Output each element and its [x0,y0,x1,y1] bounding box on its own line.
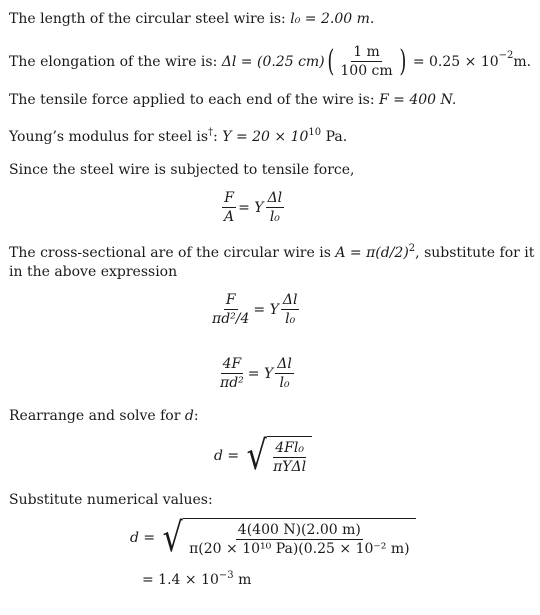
equation-stress-strain [220,190,286,225]
tensile-statement: Since the steel wire is subjected to tensile force, [9,162,355,178]
eq4-fraction [271,440,308,475]
eq4-sqrt [244,433,313,479]
equation-substituted [208,292,301,327]
conversion-numerator: 1 m [353,44,380,60]
eq1-equals: = Y [238,199,264,216]
eq1-lhs-fraction [222,190,236,225]
cross-section-text: The cross-sectional are of the circular wire is [9,245,336,261]
given-force-value: F = 400 N. [379,92,457,108]
eq1-rhs-denominator: l₀ [269,209,280,225]
cross-section-statement [9,244,534,264]
given-length-value: l₀ = 2.00 m. [290,11,375,27]
eq5-denominator: π(20 × 10¹⁰ Pa)(0.25 × 10⁻² m) [189,541,410,557]
sqrt-sign: √ [162,515,183,561]
eq2-rhs-numerator: Δl [282,292,298,308]
left-paren: ( [327,43,335,79]
elongation-unit: m. [513,53,532,70]
eq3-rhs-fraction [275,356,294,391]
substitute-statement: Substitute numerical values: [9,492,213,508]
eq2-rhs-denominator: l₀ [285,311,296,327]
equation-numerical [130,515,416,561]
modulus-unit: Pa. [321,129,348,145]
final-result-value: = 1.4 × 10 [142,572,219,588]
eq3-denominator: πd² [220,375,244,391]
sqrt-sign: √ [246,433,267,479]
given-elongation [9,44,531,79]
equation-solved-d [214,433,312,479]
given-length-text: The length of the circular steel wire is: [9,11,291,27]
eq5-lhs: d = [130,530,156,546]
final-result-unit: m [233,572,252,588]
given-modulus-value: Y = 20 × 10 [222,129,309,145]
eq1-denominator: A [224,209,235,225]
eq3-rhs-denominator: l₀ [279,375,290,391]
elongation-exponent: −2 [498,49,514,61]
rearrange-colon: : [193,408,199,424]
area-formula: A = π(d/2) [335,245,409,261]
elongation-result: = 0.25 × 10 [412,53,499,70]
eq1-rhs-fraction [266,190,285,225]
eq4-numerator: 4Fl₀ [275,440,304,456]
eq2-numerator: F [225,292,236,308]
eq3-lhs-fraction [218,356,246,391]
dagger-mark: † [208,127,214,138]
rearrange-statement [9,407,199,425]
rearrange-variable: d [184,408,194,424]
modulus-exponent: 10 [308,127,322,138]
rearrange-text: Rearrange and solve for [9,408,185,424]
given-force [9,91,456,109]
eq2-equals: = Y [253,301,279,318]
eq1-numerator: F [224,190,234,206]
eq2-rhs-fraction [281,292,300,327]
above-expression-text: in the above expression [9,264,178,280]
eq2-denominator: πd²/4 [212,311,250,327]
eq5-numerator: 4(400 N)(2.00 m) [237,522,361,538]
colon: : [213,129,223,145]
cross-section-text-end: , substitute for it [415,245,535,261]
eq3-rhs-numerator: Δl [277,356,292,372]
equation-simplified [216,356,296,391]
eq3-numerator: 4F [222,356,242,372]
elongation-expr: Δl = (0.25 cm) [221,53,325,70]
eq5-fraction [187,522,411,557]
right-paren: ) [399,43,407,79]
eq3-equals: = Y [247,365,274,382]
given-elongation-text: The elongation of the wire is: [9,53,218,70]
eq4-lhs: d = [214,448,240,464]
given-modulus [9,128,347,148]
conversion-fraction [338,44,394,79]
eq2-lhs-fraction [210,292,251,327]
area-exponent: 2 [408,243,416,254]
given-length [9,10,374,28]
final-result-exponent: −3 [218,570,234,581]
given-modulus-text: Young’s modulus for steel is [9,129,209,145]
given-force-text: The tensile force applied to each end of the wire is: [9,92,380,108]
final-result [142,572,251,588]
eq1-rhs-numerator: Δl [267,190,283,206]
eq5-sqrt [160,515,416,561]
eq4-denominator: πYΔl [273,459,307,475]
conversion-denominator: 100 cm [340,63,393,79]
